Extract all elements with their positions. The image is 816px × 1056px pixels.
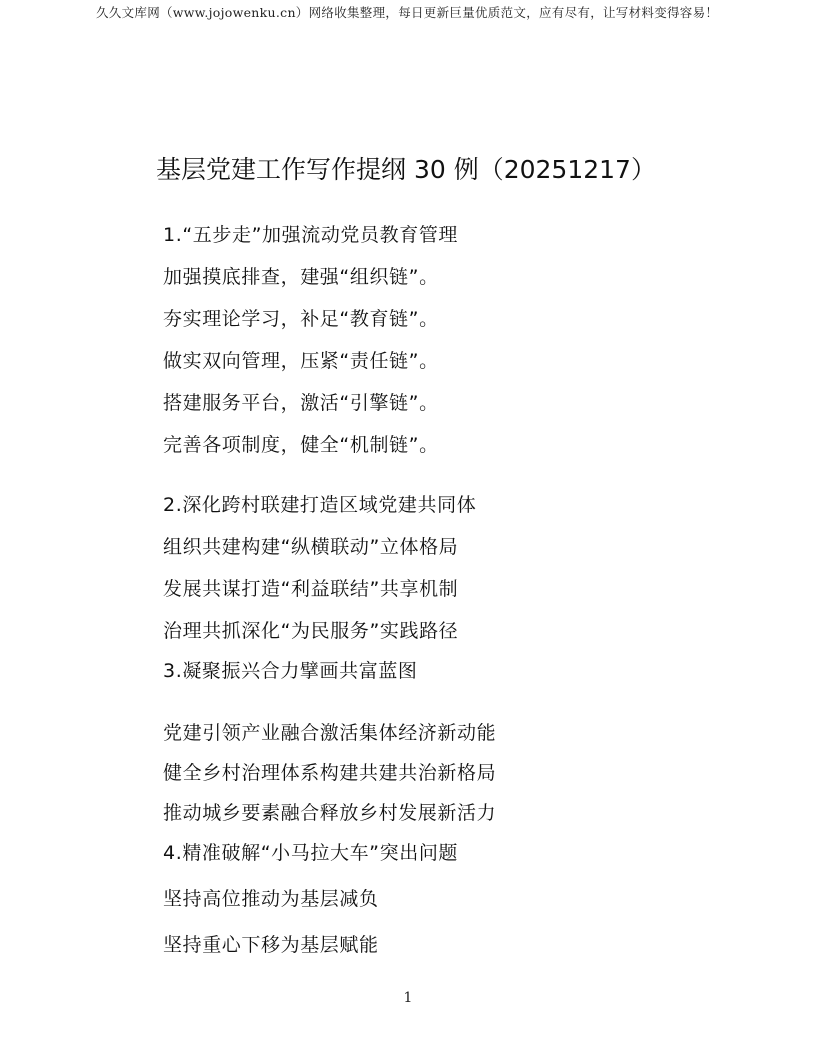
body-line: 坚持高位推动为基层减负 <box>163 888 379 910</box>
body-line: 推动城乡要素融合释放乡村发展新活力 <box>163 802 497 824</box>
body-line: 坚持重心下移为基层赋能 <box>163 934 379 956</box>
section-heading-2: 2.深化跨村联建打造区域党建共同体 <box>163 494 477 516</box>
body-line: 加强摸底排查，建强“组织链”。 <box>163 266 439 288</box>
body-line: 完善各项制度，健全“机制链”。 <box>163 434 439 456</box>
document-title: 基层党建工作写作提纲 30 例（20251217） <box>156 155 656 184</box>
header-note: 久久文库网（www.jojowenku.cn）网络收集整理，每日更新巨量优质范文，应有尽有，让写材料变得容易！ <box>96 5 719 20</box>
body-line: 搭建服务平台，激活“引擎链”。 <box>163 392 439 414</box>
body-line: 党建引领产业融合激活集体经济新动能 <box>163 722 497 744</box>
body-line: 夯实理论学习，补足“教育链”。 <box>163 308 439 330</box>
body-line: 治理共抓深化“为民服务”实践路径 <box>163 620 459 642</box>
body-line: 发展共谋打造“利益联结”共享机制 <box>163 578 459 600</box>
section-heading-1: 1.“五步走”加强流动党员教育管理 <box>163 224 459 246</box>
section-heading-3: 3.凝聚振兴合力擘画共富蓝图 <box>163 660 418 682</box>
body-line: 健全乡村治理体系构建共建共治新格局 <box>163 762 497 784</box>
body-line: 组织共建构建“纵横联动”立体格局 <box>163 536 459 558</box>
page-number: 1 <box>403 990 413 1006</box>
body-line: 做实双向管理，压紧“责任链”。 <box>163 350 439 372</box>
section-heading-4: 4.精准破解“小马拉大车”突出问题 <box>163 842 459 864</box>
